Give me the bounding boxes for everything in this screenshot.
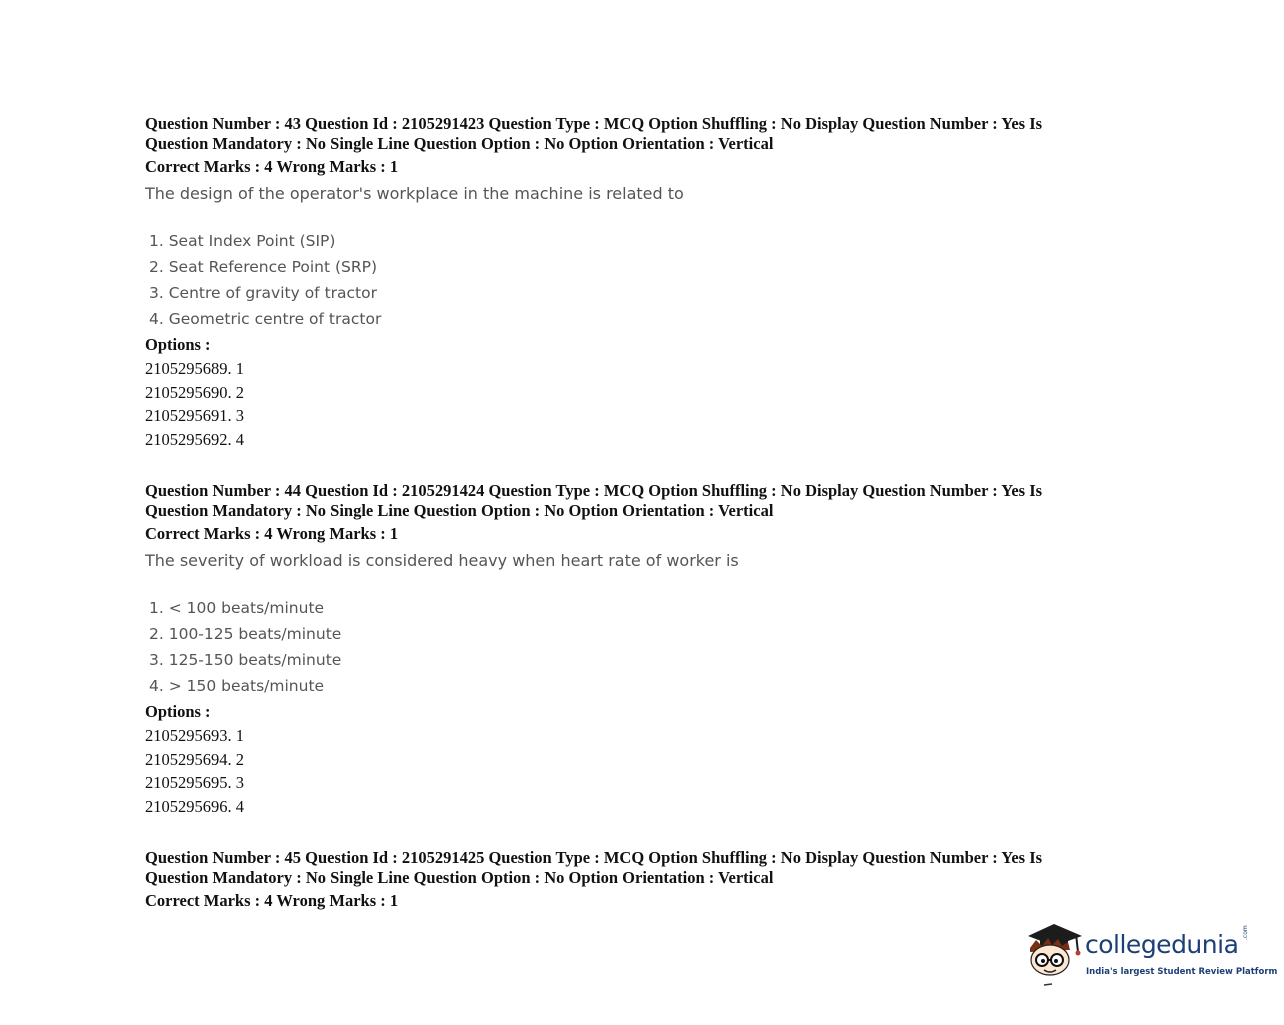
- logo-tagline: India's largest Student Review Platform: [1086, 967, 1278, 977]
- option-id: 2105295696. 4: [145, 797, 244, 817]
- option-id: 2105295695. 3: [145, 773, 244, 793]
- options-heading: Options :: [145, 702, 211, 721]
- question-44: [145, 481, 1145, 819]
- answer-choice: 4. > 150 beats/minute: [149, 677, 325, 695]
- option-id: 2105295691. 3: [145, 406, 244, 426]
- question-marks: Correct Marks : 4 Wrong Marks : 1: [145, 157, 399, 176]
- option-id: 2105295690. 2: [145, 382, 244, 402]
- question-text: The design of the operator's workplace in the machine is related to: [145, 184, 684, 203]
- option-id: 2105295692. 4: [145, 430, 244, 450]
- answer-choice: 2. 100-125 beats/minute: [149, 625, 342, 643]
- logo-wordmark: collegedunia: [1085, 930, 1239, 959]
- question-meta-line-2: Question Mandatory : No Single Line Question Option : No Option Orientation : Vertical: [145, 133, 774, 153]
- answer-choices: [149, 595, 1145, 699]
- question-meta-line-1: Question Number : 43 Question Id : 2105291423 Question Type : MCQ Option Shuffling : No Display Question Number : Yes Is: [145, 114, 1043, 133]
- question-marks: Correct Marks : 4 Wrong Marks : 1: [145, 891, 399, 910]
- question-meta-line-1: Question Number : 44 Question Id : 2105291424 Question Type : MCQ Option Shuffling : No Display Question Number : Yes Is: [145, 481, 1043, 500]
- graduate-mascot-icon: [1022, 918, 1086, 988]
- question-meta-line-2: Question Mandatory : No Single Line Question Option : No Option Orientation : Vertical: [145, 500, 774, 520]
- question-meta: [145, 114, 1145, 153]
- answer-choice: 2. Seat Reference Point (SRP): [149, 258, 378, 276]
- answer-choice: 4. Geometric centre of tractor: [149, 310, 382, 328]
- question-43: [145, 114, 1145, 452]
- option-id: 2105295694. 2: [145, 749, 244, 769]
- answer-choice: 3. Centre of gravity of tractor: [149, 284, 377, 302]
- question-meta-line-1: Question Number : 45 Question Id : 2105291425 Question Type : MCQ Option Shuffling : No Display Question Number : Yes Is: [145, 848, 1043, 867]
- option-id: 2105295689. 1: [145, 359, 244, 378]
- answer-choice: 1. Seat Index Point (SIP): [149, 232, 336, 250]
- question-45: [145, 848, 1145, 911]
- answer-choice: 3. 125-150 beats/minute: [149, 651, 342, 669]
- option-id: 2105295693. 1: [145, 726, 244, 745]
- options-heading: Options :: [145, 335, 211, 354]
- question-meta: [145, 481, 1145, 520]
- option-ids: [145, 724, 1145, 819]
- question-text: The severity of workload is considered heavy when heart rate of worker is: [145, 551, 739, 570]
- answer-choices: [149, 228, 1145, 332]
- option-ids: [145, 357, 1145, 452]
- question-marks: Correct Marks : 4 Wrong Marks : 1: [145, 524, 399, 543]
- question-meta-line-2: Question Mandatory : No Single Line Question Option : No Option Orientation : Vertical: [145, 867, 774, 887]
- answer-choice: 1. < 100 beats/minute: [149, 599, 325, 617]
- logo-com-suffix: .com: [1242, 925, 1249, 940]
- collegedunia-logo: [1022, 918, 1278, 988]
- question-meta: [145, 848, 1145, 887]
